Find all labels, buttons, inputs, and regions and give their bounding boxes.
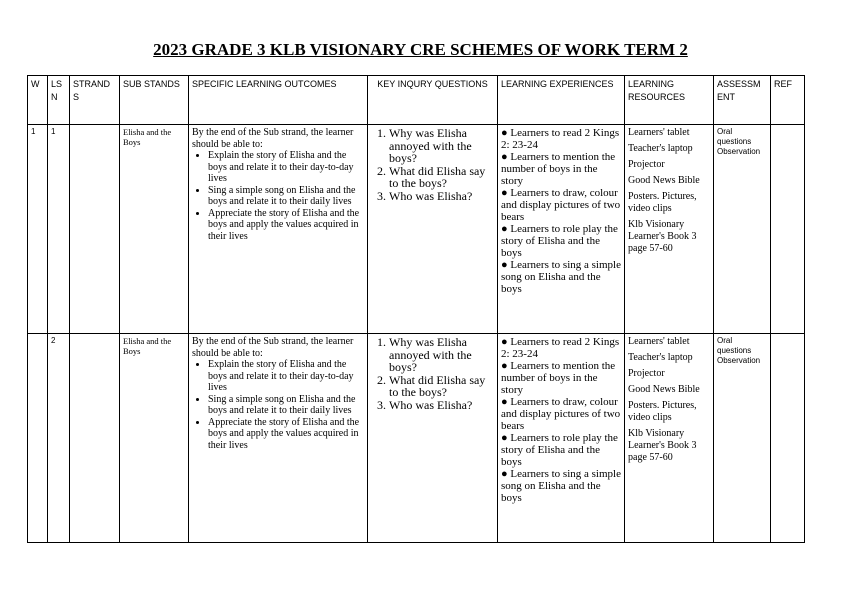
questions-list [371,336,494,411]
resource-item: Teacher's laptop [628,352,693,363]
resources-cell [625,334,714,543]
header-row [28,76,805,125]
outcomes-list [192,359,364,451]
resource-item: Klb Visionary Learner's Book 3 page 57-60 [628,219,697,254]
experience-item: ● Learners to role play the story of Elisha and the boys [501,432,618,468]
assessment-cell: Oral questions Observation [714,125,771,334]
outcome-item: • Explain the story of Elisha and the boys and relate it to their day-to-day lives [208,150,364,185]
question-item: 2. What did Elisha say to the boys? [389,165,494,190]
outcome-item: • Appreciate the story of Elisha and the boys and apply the values acquired in their lives [208,417,364,452]
question-item: 1. Why was Elisha annoyed with the boys? [389,336,494,374]
question-item: 3. Who was Elisha? [389,399,494,412]
schemes-table [27,75,805,543]
experience-item: ● Learners to draw, colour and display pictures of two bears [501,187,621,223]
sub-strand-cell: Elisha and the Boys [120,125,189,334]
header-lesson: LS N [48,76,70,125]
table-row [28,125,805,334]
outcomes-cell [189,334,368,543]
resource-item: Learners' tablet [628,336,690,347]
table-row [28,334,805,543]
question-item: 3. Who was Elisha? [389,190,494,203]
experience-item: ● Learners to sing a simple song on Elisha and the boys [501,468,621,504]
outcomes-intro: By the end of the Sub strand, the learner should be able to: [192,127,354,150]
resource-item: Good News Bible [628,384,700,395]
experiences-cell [498,334,625,543]
resources-cell [625,125,714,334]
experience-item: ● Learners to role play the story of Elisha and the boys [501,223,618,259]
strand-cell [70,334,120,543]
resource-item: Good News Bible [628,175,700,186]
lesson-cell: 2 [48,334,70,543]
outcome-item: • Appreciate the story of Elisha and the boys and apply the values acquired in their lives [208,208,364,243]
sub-strand-cell: Elisha and the Boys [120,334,189,543]
experience-item: ● Learners to mention the number of boys in the story [501,151,616,187]
resource-item: Projector [628,368,665,379]
strand-cell [70,125,120,334]
header-learning-outcomes: SPECIFIC LEARNING OUTCOMES [189,76,368,125]
resource-item: Posters. Pictures, video clips [628,400,697,423]
header-ref: REF [771,76,805,125]
assessment-cell: Oral questions Observation [714,334,771,543]
question-item: 1. Why was Elisha annoyed with the boys? [389,127,494,165]
page-title: 2023 GRADE 3 KLB VISIONARY CRE SCHEMES OF WORK TERM 2 [153,40,688,59]
lesson-cell: 1 [48,125,70,334]
experience-item: ● Learners to mention the number of boys in the story [501,360,616,396]
header-sub-strand: SUB STANDS [120,76,189,125]
outcomes-intro: By the end of the Sub strand, the learner should be able to: [192,336,354,359]
ref-cell [771,125,805,334]
header-strand: STRAND S [70,76,120,125]
question-item: 2. What did Elisha say to the boys? [389,374,494,399]
header-learning-resources: LEARNING RESOURCES [625,76,714,125]
experience-item: ● Learners to read 2 Kings 2: 23-24 [501,336,620,360]
outcomes-cell [189,125,368,334]
outcome-item: • Sing a simple song on Elisha and the boys and relate it to their daily lives [208,394,364,417]
experience-item: ● Learners to sing a simple song on Elisha and the boys [501,259,621,295]
header-assessment: ASSESSM ENT [714,76,771,125]
outcome-item: • Explain the story of Elisha and the boys and relate it to their day-to-day lives [208,359,364,394]
outcomes-list [192,150,364,242]
header-learning-experiences: LEARNING EXPERIENCES [498,76,625,125]
week-cell [28,334,48,543]
experience-item: ● Learners to read 2 Kings 2: 23-24 [501,127,620,151]
resource-item: Posters. Pictures, video clips [628,191,697,214]
resource-item: Teacher's laptop [628,143,693,154]
ref-cell [771,334,805,543]
resource-item: Klb Visionary Learner's Book 3 page 57-60 [628,428,697,463]
questions-cell [368,334,498,543]
header-week: W [28,76,48,125]
week-cell: 1 [28,125,48,334]
header-key-questions: KEY INQURY QUESTIONS [368,76,498,125]
resource-item: Learners' tablet [628,127,690,138]
outcome-item: • Sing a simple song on Elisha and the boys and relate it to their daily lives [208,185,364,208]
questions-cell [368,125,498,334]
questions-list [371,127,494,202]
resource-item: Projector [628,159,665,170]
experience-item: ● Learners to draw, colour and display pictures of two bears [501,396,621,432]
experiences-cell [498,125,625,334]
